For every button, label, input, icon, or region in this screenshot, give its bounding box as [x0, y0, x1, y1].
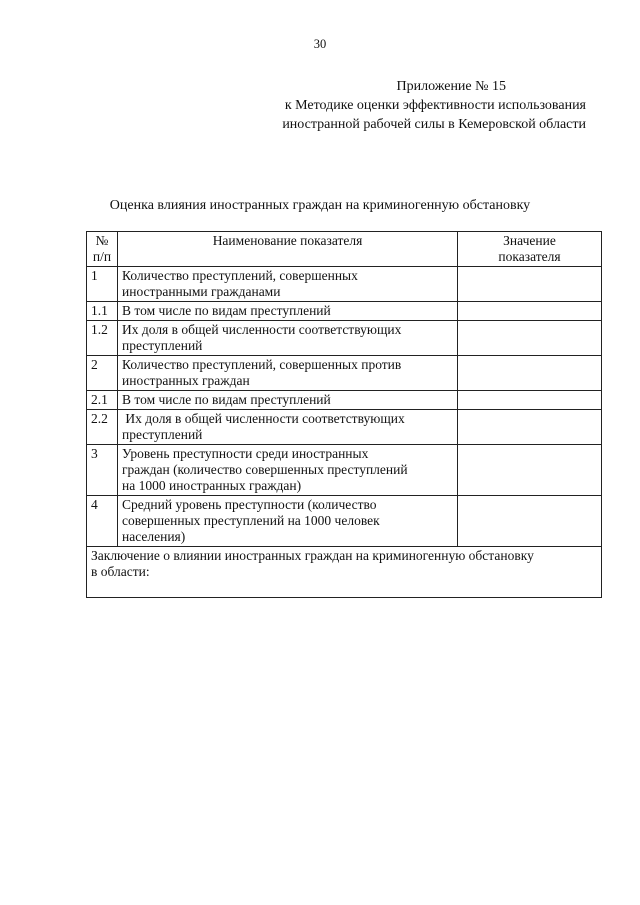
- conclusion-line: в области:: [91, 564, 150, 579]
- table-row: [87, 445, 602, 496]
- header-value: [458, 232, 602, 267]
- indicator-name: [118, 321, 458, 356]
- indicator-name: [118, 496, 458, 547]
- table-row: [87, 302, 602, 321]
- conclusion-line: Заключение о влиянии иностранных граждан на криминогенную обстановку: [91, 548, 534, 563]
- table-row: [87, 391, 602, 410]
- indicator-value: [458, 267, 602, 302]
- indicator-name-line: совершенных преступлений на 1000 человек: [122, 513, 380, 528]
- row-number: 2.1: [87, 391, 118, 410]
- row-number: 4: [87, 496, 118, 547]
- row-number: 1.1: [87, 302, 118, 321]
- table-row: [87, 267, 602, 302]
- indicator-name-line: Средний уровень преступности (количество: [122, 497, 377, 512]
- row-number: 2.2: [87, 410, 118, 445]
- indicator-name-line: населения): [122, 529, 186, 544]
- indicator-value: [458, 410, 602, 445]
- indicator-value: [458, 321, 602, 356]
- appendix-line-1: к Методике оценки эффективности использования: [284, 98, 586, 113]
- conclusion-row: [87, 547, 602, 598]
- indicator-name-line: Количество преступлений, совершенных против: [122, 357, 402, 372]
- row-number: 2: [87, 356, 118, 391]
- header-value-line: показателя: [498, 249, 561, 264]
- indicator-name-line: Их доля в общей численности соответствующих: [122, 411, 405, 426]
- indicator-value: [458, 356, 602, 391]
- indicator-value: [458, 391, 602, 410]
- table-header-row: [87, 232, 602, 267]
- page-number: 30: [313, 37, 327, 51]
- indicator-name-line: преступлений: [122, 427, 203, 442]
- header-number-line: №: [95, 233, 109, 248]
- table-row: [87, 321, 602, 356]
- indicator-name-line: Их доля в общей численности соответствующих: [122, 322, 402, 337]
- indicator-name-line: иностранными гражданами: [122, 284, 281, 299]
- indicator-name: [118, 267, 458, 302]
- row-number: 1: [87, 267, 118, 302]
- indicator-name-line: В том числе по видам преступлений: [122, 392, 331, 407]
- indicator-name: [118, 410, 458, 445]
- header-number: [87, 232, 118, 267]
- table-row: [87, 496, 602, 547]
- indicator-value: [458, 302, 602, 321]
- header-number-line: п/п: [92, 249, 112, 264]
- table-row: [87, 356, 602, 391]
- appendix-line-2: иностранной рабочей силы в Кемеровской области: [282, 117, 586, 132]
- appendix-header: [282, 77, 586, 134]
- conclusion-cell: [87, 547, 602, 598]
- row-number: 3: [87, 445, 118, 496]
- indicator-name-line: В том числе по видам преступлений: [122, 303, 331, 318]
- header-name: Наименование показателя: [118, 232, 458, 267]
- indicator-name-line: Уровень преступности среди иностранных: [122, 446, 369, 461]
- indicator-value: [458, 445, 602, 496]
- indicator-name-line: преступлений: [122, 338, 203, 353]
- indicator-name: [118, 302, 458, 321]
- indicator-name: [118, 391, 458, 410]
- indicators-table: [86, 231, 602, 598]
- table-row: [87, 410, 602, 445]
- indicator-name: [118, 356, 458, 391]
- row-number: 1.2: [87, 321, 118, 356]
- table-body: [87, 267, 602, 547]
- indicator-value: [458, 496, 602, 547]
- appendix-title: Приложение № 15: [396, 79, 506, 94]
- indicator-name-line: на 1000 иностранных граждан): [122, 478, 302, 493]
- indicator-name-line: иностранных граждан: [122, 373, 250, 388]
- indicator-name-line: Количество преступлений, совершенных: [122, 268, 358, 283]
- document-title: Оценка влияния иностранных граждан на криминогенную обстановку: [109, 198, 531, 213]
- indicator-name: [118, 445, 458, 496]
- header-value-line: Значение: [503, 233, 556, 248]
- indicator-name-line: граждан (количество совершенных преступлений: [122, 462, 408, 477]
